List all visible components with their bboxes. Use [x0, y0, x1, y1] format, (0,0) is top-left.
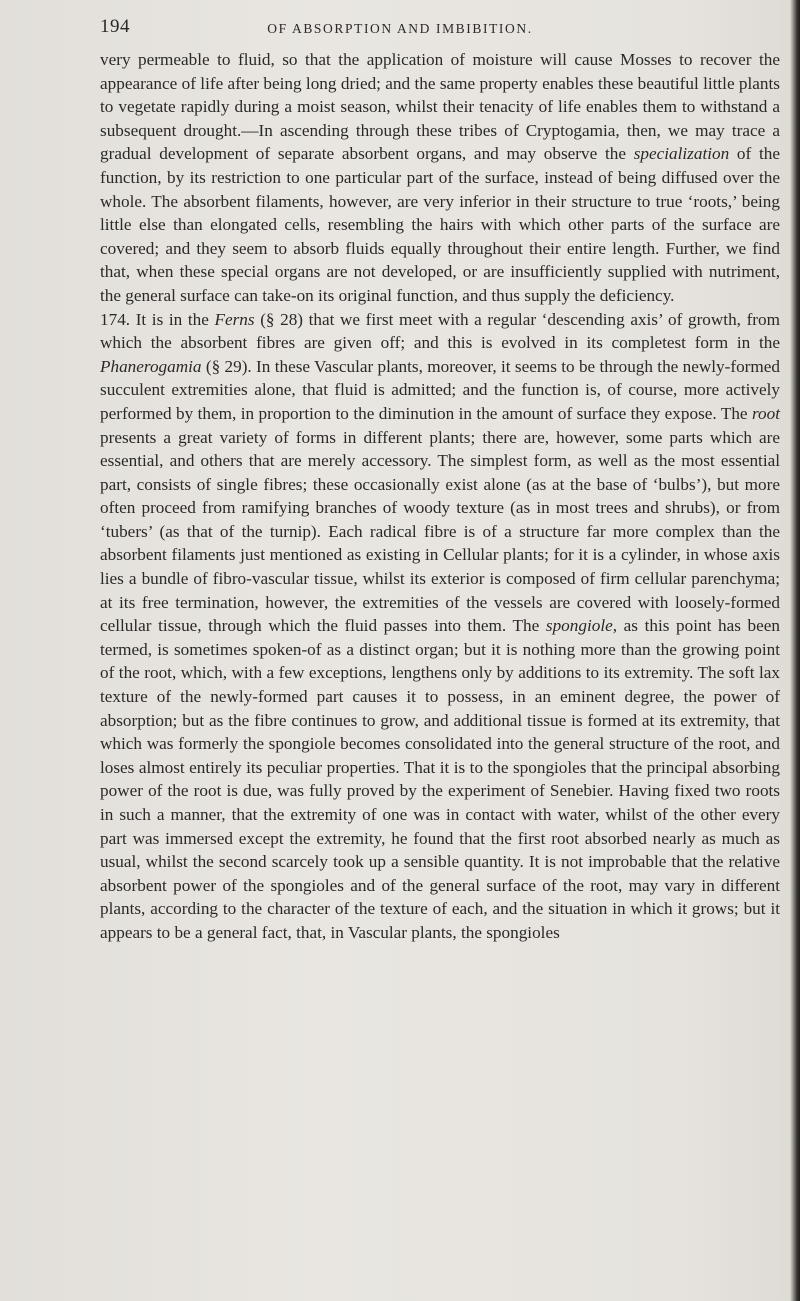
paragraph-cryptogamia — [100, 48, 780, 308]
text-run: 174. It is in the — [100, 309, 215, 329]
page-header — [0, 12, 800, 42]
text-run: of the function, by its restriction to one particular part of the surface, instead of being diffused over the whole. The absorbent filaments, however, are very inferior in their structure to true ‘roots,’ being little else than elongated cells, resembling the hairs with which other parts of the surface are covered; and they seem to absorb fluids equally throughout their entire length. Further, we find that, when these special organs are not developed, or are insufficiently supplied with nutriment, the general surface can take-on its original function, and thus supply the deficiency. — [100, 144, 780, 305]
italic-term: root — [751, 403, 780, 423]
italic-term: spongiole — [545, 616, 613, 636]
text-run: (§ 28) that we first meet with a regular ‘descending axis’ of growth, from which the absorbent fibres are given off; and this is evolved in its completest form in the — [100, 309, 780, 353]
text-run: , as this point has been termed, is sometimes spoken-of as a distinct organ; but it is nothing more than the growing point of the root, which, with a few exceptions, lengthens only by additions to its extremity. The soft lax texture of the newly-formed part causes it to possess, in an eminent degree, the power of absorption; but as the fibre continues to grow, and additional tissue is formed at its extremity, that which was formerly the spongiole becomes consolidated into the general structure of the root, and loses almost entirely its peculiar properties. That it is to the spongioles that the principal absorbing power of the root is due, was fully proved by the experiment of Senebier. Having fixed two roots in such a manner, that the extremity of one was in contact with water, whilst of the other every part was immersed except the extremity, he found that the first root absorbed nearly as much as usual, whilst the second scarcely took up a sensible quantity. It is not improbable that the relative absorbent power of the spongioles and of the general surface of the root, may vary in different plants, according to the character of the texture of each, and the situation in which it grows; but it appears to be a general fact, that, in Vascular plants, the spongioles — [100, 616, 780, 942]
page-number: 194 — [100, 16, 130, 37]
paragraph-174-ferns-roots — [100, 308, 780, 945]
text-run: presents a great variety of forms in different plants; there are, however, some parts which are essential, and others that are merely accessory. The simplest form, as well as the most essential part, consists of single fibres; these occasionally exist alone (as at the base of ‘bulbs’), but more often proceed from ramifying branches of woody texture (as in most trees and shrubs), or from ‘tubers’ (as that of the turnip). Each radical fibre is of a structure far more complex than the absorbent filaments just mentioned as existing in Cellular plants; for it is a cylinder, in whose axis lies a bundle of fibro-vascular tissue, whilst its exterior is composed of firm cellular parenchyma; at its free termination, however, the extremities of the vessels are covered with loosely-formed cellular tissue, through which the fluid passes into them. The — [100, 427, 780, 636]
page-edge-shadow — [790, 0, 800, 1301]
italic-term: Ferns — [214, 309, 255, 329]
italic-term: Phanerogamia — [100, 356, 202, 376]
italic-term: specialization — [633, 144, 730, 164]
body-text — [100, 48, 780, 945]
text-run: very permeable to fluid, so that the application of moisture will cause Mosses to recover the appearance of life after being long dried; and the same property enables these beautiful little plants to vegetate rapidly during a moist season, whilst their tenacity of life enables them to withstand a subsequent drought.—In ascending through these tribes of Cryptogamia, then, we may trace a gradual development of separate absorbent organs, and may observe the — [100, 50, 780, 164]
running-title: OF ABSORPTION AND IMBIBITION. — [267, 21, 533, 36]
text-run: (§ 29). In these Vascular plants, moreover, it seems to be through the newly-formed succulent extremities alone, that fluid is admitted; and the function is, of course, more actively performed by them, in proportion to the diminution in the amount of surface they expose. The — [100, 356, 780, 423]
